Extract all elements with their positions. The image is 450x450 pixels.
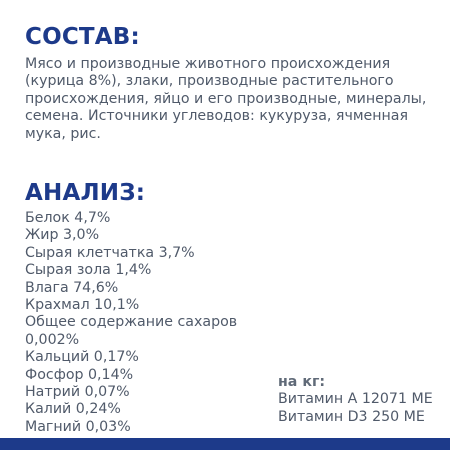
per-kg-label: на кг: (278, 374, 326, 390)
analysis-item-starch: Крахмал 10,1% (25, 297, 140, 314)
analysis-list (25, 210, 237, 436)
vitamin-d3-line: Витамин D3 250 МЕ (278, 408, 425, 425)
analysis-item-magnesium: Магний 0,03% (25, 418, 131, 435)
analysis-item-sodium: Натрий 0,07% (25, 384, 130, 401)
bottom-band (0, 438, 450, 450)
vitamin-a-line: Витамин А 12071 МЕ (278, 391, 433, 408)
analysis-item-sugars-value: 0,002% (25, 331, 80, 348)
analysis-item-sugars: Общее содержание сахаров (25, 314, 238, 331)
analysis-title: АНАЛИЗ: (25, 180, 146, 206)
analysis-item-moisture: Влага 74,6% (25, 279, 119, 296)
analysis-item-ash: Сырая зола 1,4% (25, 262, 152, 279)
analysis-item-potassium: Калий 0,24% (25, 401, 121, 418)
per-kg-block (278, 374, 433, 426)
analysis-item-fiber: Сырая клетчатка 3,7% (25, 244, 195, 261)
analysis-item-phosphorus: Фосфор 0,14% (25, 366, 134, 383)
analysis-item-calcium: Кальций 0,17% (25, 349, 139, 366)
composition-text: Мясо и производные животного происхождения (курица 8%), злаки, производные растительного происхождения, яйцо и его производные, минералы, семена. Источники углеводов: кукуруза, ячменная мука, рис. (25, 56, 427, 142)
composition-title: СОСТАВ: (25, 24, 140, 50)
analysis-item-fat: Жир 3,0% (25, 227, 100, 244)
analysis-item-protein: Белок 4,7% (25, 210, 111, 226)
